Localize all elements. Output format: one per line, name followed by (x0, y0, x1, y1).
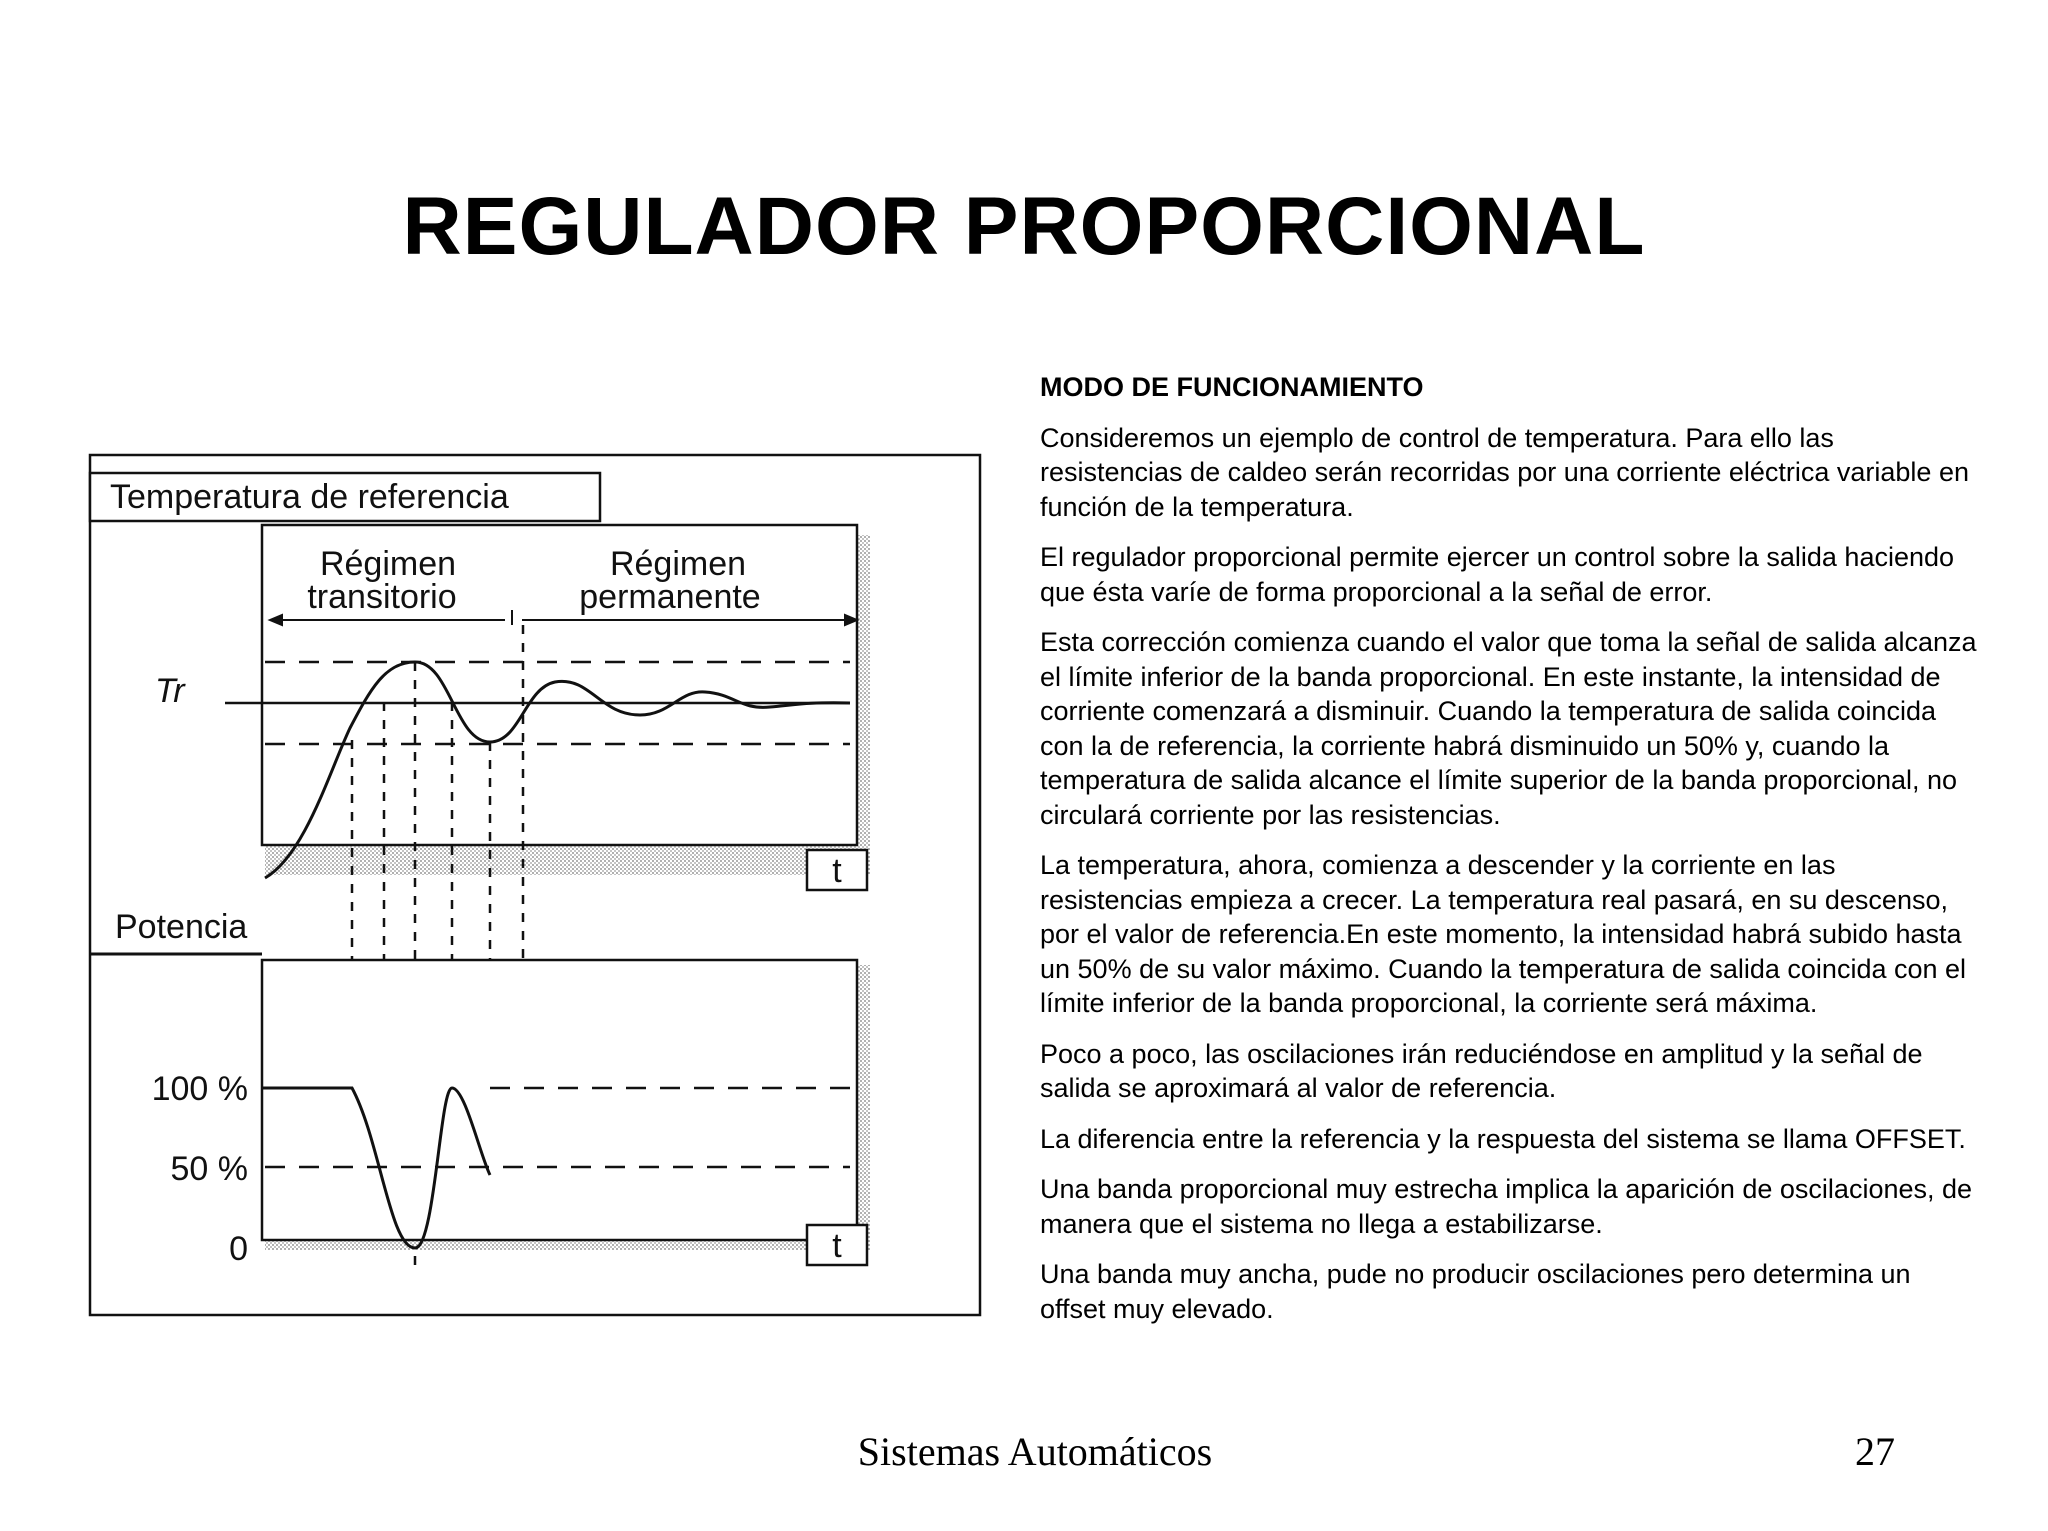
paragraph-4: La temperatura, ahora, comienza a descender y la corriente en las resistencias empieza a crecer. La temperatura real pasará, en su descenso, por el valor de referencia.En este momento, la intensidad habrá subido hasta un 50% de su valor máximo. Cuando la temperatura de salida coincida con el límite inferior de la banda proporcional, la corriente será máxima. (1040, 850, 1967, 1018)
power-100-label: 100 % (151, 1070, 248, 1108)
explanation-column (1040, 370, 1980, 1342)
regime-permanent-label-2: permanente (579, 578, 761, 616)
paragraph-8: Una banda muy ancha, pude no producir oscilaciones pero determina un offset muy elevado. (1040, 1259, 1911, 1324)
proportional-regulator-diagram (80, 440, 1000, 1340)
regime-transient-label-1: Régimen (319, 545, 457, 583)
regime-permanent-label-1: Régimen (609, 545, 747, 583)
power-label: Potencia (115, 908, 248, 946)
page-title: REGULADOR PROPORCIONAL (402, 181, 1646, 272)
paragraph-6: La diferencia entre la referencia y la respuesta del sistema se llama OFFSET. (1040, 1123, 1966, 1154)
paragraph-5: Poco a poco, las oscilaciones irán reduciéndose en amplitud y la señal de salida se aproximará al valor de referencia. (1040, 1038, 1923, 1103)
paragraph-1: Consideremos un ejemplo de control de temperatura. Para ello las resistencias de caldeo serán recorridas por una corriente eléctrica variable en función de la temperatura. (1040, 422, 1969, 522)
section-heading: MODO DE FUNCIONAMIENTO (1040, 372, 1424, 402)
paragraph-7: Una banda proporcional muy estrecha implica la aparición de oscilaciones, de manera que el sistema no llega a estabilizarse. (1040, 1174, 1973, 1239)
time-axis-label-bottom: t (832, 1227, 842, 1265)
temp-reference-label: Temperatura de referencia (110, 478, 509, 516)
page-number: 27 (1855, 1429, 1895, 1474)
tr-label: Tr (155, 672, 185, 710)
footer-course-title: Sistemas Automáticos (857, 1429, 1213, 1474)
lower-graph-panel (262, 960, 857, 1240)
power-zero-label: 0 (229, 1230, 248, 1268)
regime-transient-label-2: transitorio (307, 578, 457, 616)
paragraph-2: El regulador proporcional permite ejercer un control sobre la salida haciendo que ésta varíe de forma proporcional a la señal de error. (1040, 542, 1955, 607)
time-axis-label-top: t (832, 852, 842, 890)
paragraph-3: Esta corrección comienza cuando el valor que toma la señal de salida alcanza el límite inferior de la banda proporcional. En este instante, la intensidad de corriente comenzará a disminuir. Cuando la temperatura de salida coincida con la de referencia, la corriente habrá disminuido un 50% y, cuando la temperatura de salida alcance el límite superior de la banda proporcional, no circulará corriente por las resistencias. (1040, 627, 1977, 830)
power-50-label: 50 % (170, 1150, 248, 1188)
